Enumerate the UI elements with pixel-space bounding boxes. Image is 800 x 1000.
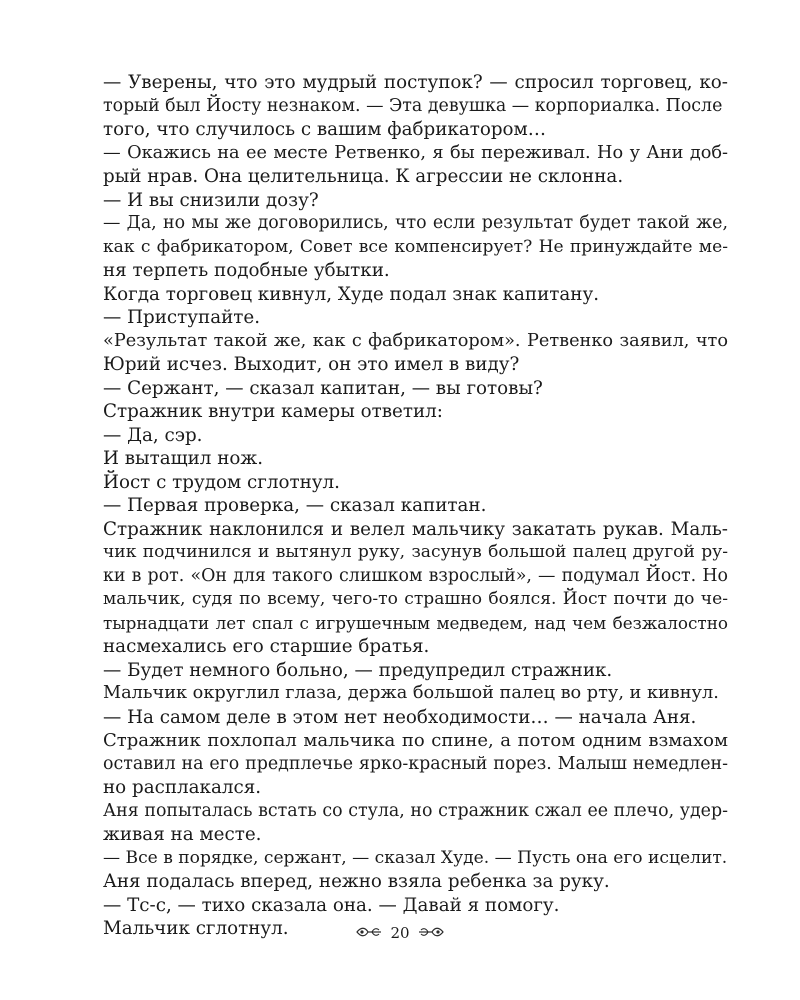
page-footer [0,921,800,944]
text-line: Стражник похлопал мальчика по спине, а потом одним взмахом [103,730,728,751]
text-line: — Первая проверка, — сказал капитан. [103,495,487,516]
text-line: торый был Йосту незнаком. — Эта девушка — корпориалка. После [103,95,723,116]
text-line: Мальчик сглотнул. [103,918,289,939]
text-line: — Уверены, что это мудрый поступок? — спросил торговец, ко- [103,72,728,93]
text-line: И вытащил нож. [103,448,264,469]
text-line: того, что случилось с вашим фабрикатором… [103,119,547,140]
text-line: Стражник наклонился и велел мальчику закатать рукав. Маль- [103,518,728,540]
text-line: — На самом деле в этом нет необходимости… — начала Аня. [103,706,697,728]
text-line: Когда торговец кивнул, Худе подал знак капитану. [103,283,600,305]
text-line: Стражник внутри камеры ответил: [103,401,443,422]
text-line: Юрий исчез. Выходит, он это имел в виду? [103,354,520,375]
text-line: — Окажись на ее месте Ретвенко, я бы переживал. Но у Ани доб- [103,142,728,163]
text-line: Аня попыталась встать со стула, но стражник сжал ее плечо, удер- [103,800,728,821]
text-line: живая на месте. [103,824,262,845]
text-line: — Да, но мы же договорились, что если результат будет такой же, [103,213,728,233]
text-line: как с фабрикатором, Совет все компенсирует? Не принуждайте ме- [103,236,728,257]
text-line: Аня подалась вперед, нежно взяла ребенка за руку. [103,871,610,892]
text-line: ня терпеть подобные убытки. [103,260,390,281]
text-line: — Все в порядке, сержант, — сказал Худе. — Пусть она его исцелит. [103,847,728,868]
text-line: Йост с трудом сглотнул. [103,471,340,493]
text-line: насмехались его старшие братья. [103,636,430,657]
text-line: но расплакался. [103,777,262,798]
text-line: ки в рот. «Он для такого слишком взрослый», — подумал Йост. Но [103,565,728,586]
text-line: — И вы снизили дозу? [103,189,319,211]
text-line: — Будет немного больно, — предупредил стражник. [103,659,613,681]
text-line: тырнадцати лет спал с игрушечным медведем, над чем безжалостно [103,612,728,633]
text-line: Мальчик округлил глаза, держа большой палец во рту, и кивнул. [103,683,719,703]
text-line: — Приступайте. [103,307,261,328]
text-line: — Сержант, — сказал капитан, — вы готовы? [103,377,543,399]
body-text [103,71,728,941]
text-line: оставил на его предплечье ярко-красный порез. Малыш немедлен- [103,753,728,774]
text-line: рый нрав. Она целительница. К агрессии не склонна. [103,166,624,187]
text-line: — Тс-с, — тихо сказала она. — Давай я помогу. [103,894,560,916]
text-line: «Результат такой же, как с фабрикатором». Ретвенко заявил, что [103,330,728,351]
right-ornament-icon [418,922,444,944]
text-line: — Да, сэр. [103,424,203,446]
text-line: мальчик, судя по всему, чего-то страшно боялся. Йост почти до че- [103,589,728,609]
text-line: чик подчинился и вытянул руку, засунув большой палец другой ру- [103,542,728,562]
page-number: 20 [390,924,410,942]
left-ornament-icon [356,922,382,944]
